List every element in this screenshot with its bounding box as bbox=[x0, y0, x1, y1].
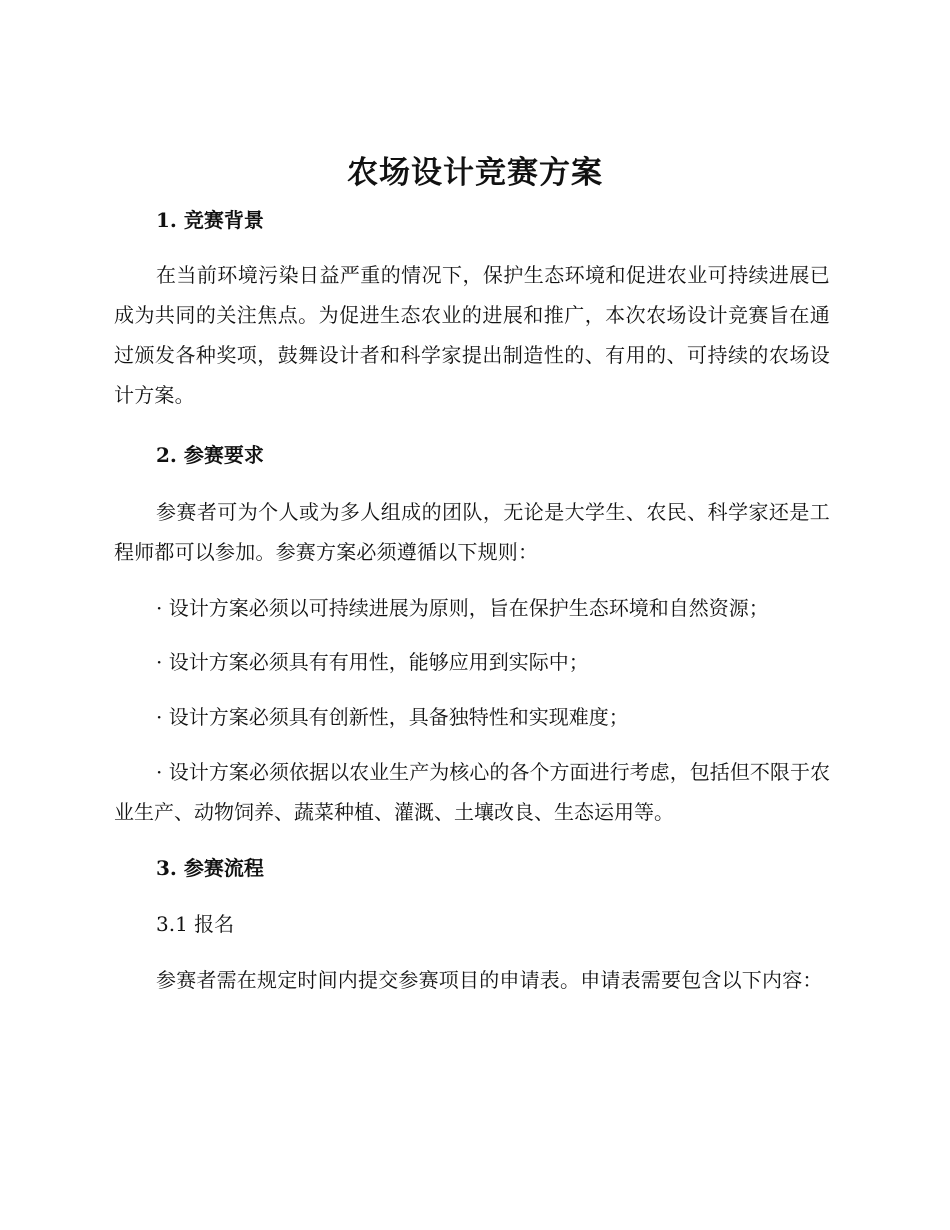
subsection-heading-registration: 3.1 报名 bbox=[156, 912, 235, 936]
rule-bullet-item: · 设计方案必须具有有用性，能够应用到实际中； bbox=[156, 650, 589, 674]
section-paragraph-background: 在当前环境污染日益严重的情况下，保护生态环境和促进农业可持续进展已成为共同的关注焦点。为促进生态农业的进展和推广，本次农场设计竞赛旨在通过颁发各种奖项，鼓舞设计者和科学家提出制造性的、有用的、可持续的农场设计方案。 bbox=[114, 263, 830, 407]
document-title: 农场设计竞赛方案 bbox=[347, 155, 603, 191]
rule-bullet-item: · 设计方案必须依据以农业生产为核心的各个方面进行考虑，包括但不限于农业生产、动物饲养、蔬菜种植、灌溉、土壤改良、生态运用等。 bbox=[114, 760, 830, 824]
section-heading-process: 3. 参赛流程 bbox=[156, 856, 264, 880]
rule-bullet-item: · 设计方案必须具有创新性，具备独特性和实现难度； bbox=[156, 705, 629, 729]
section-heading-requirements: 2. 参赛要求 bbox=[156, 443, 264, 467]
section-paragraph-requirements: 参赛者可为个人或为多人组成的团队，无论是大学生、农民、科学家还是工程师都可以参加。参赛方案必须遵循以下规则： bbox=[114, 500, 830, 564]
rule-bullet-item: · 设计方案必须以可持续进展为原则，旨在保护生态环境和自然资源； bbox=[156, 596, 769, 620]
section-heading-background: 1. 竞赛背景 bbox=[156, 208, 264, 232]
section-paragraph-registration: 参赛者需在规定时间内提交参赛项目的申请表。申请表需要包含以下内容： bbox=[156, 968, 823, 992]
